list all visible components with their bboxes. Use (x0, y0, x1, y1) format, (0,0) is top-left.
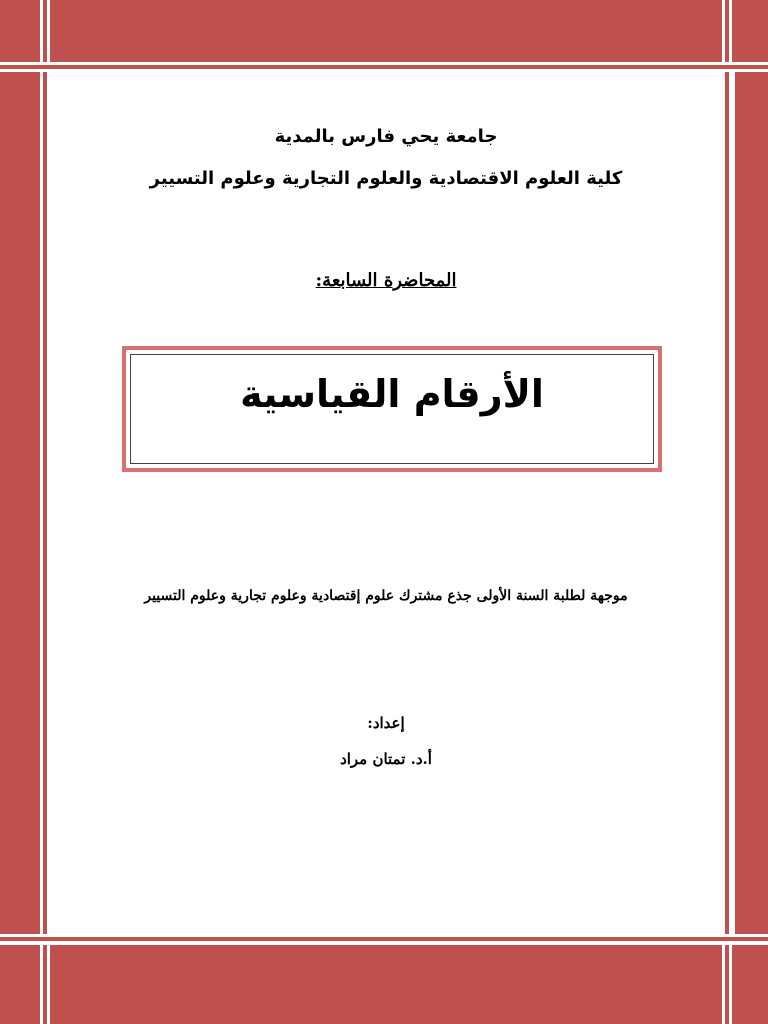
page-content (50, 72, 722, 934)
right-red-band (735, 0, 768, 1024)
document-title: الأرقام القياسية (240, 372, 544, 416)
bottom-frame-line (0, 941, 768, 945)
prepared-by-label: إعداد: (367, 714, 405, 732)
bottom-red-band (0, 945, 768, 1024)
lecture-number: المحاضرة السابعة: (315, 270, 457, 291)
top-red-band (0, 0, 768, 62)
author-name: أ.د. تمتان مراد (340, 750, 432, 768)
left-red-band (0, 0, 40, 1024)
audience-line: موجهة لطلبة السنة الأولى جذع مشترك علوم إقتصادية وعلوم تجارية وعلوم التسيير (144, 588, 628, 604)
faculty-name: كلية العلوم الاقتصادية والعلوم التجارية وعلوم التسيير (149, 168, 623, 189)
title-box (122, 346, 662, 472)
right-frame-line (729, 0, 732, 1024)
university-name: جامعة يحي فارس بالمدية (274, 126, 498, 147)
